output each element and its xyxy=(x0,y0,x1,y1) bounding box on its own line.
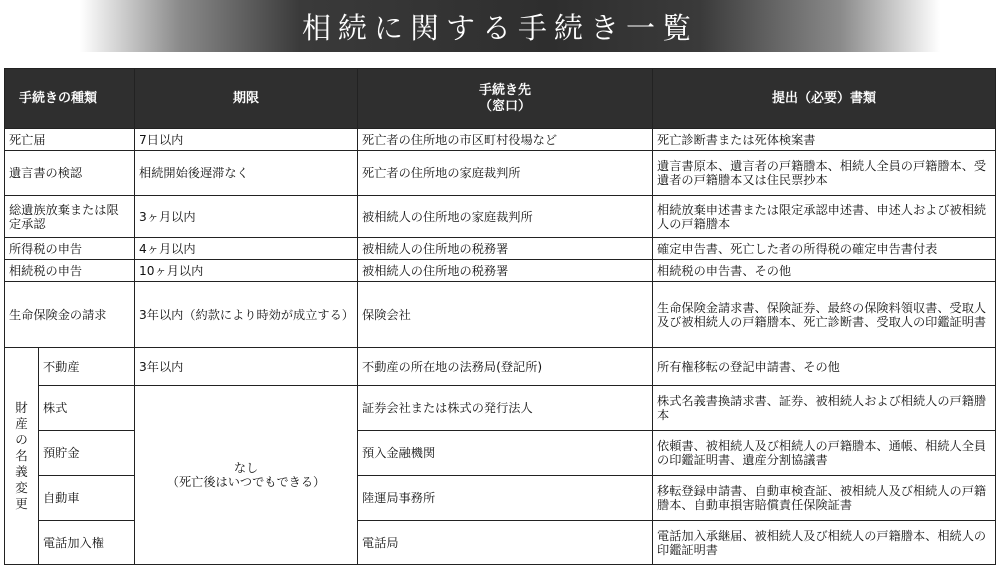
cell-office: 陸運局事務所 xyxy=(358,476,653,521)
cell-deadline: 4ヶ月以内 xyxy=(135,238,358,260)
cell-type: 総遺族放棄または限定承認 xyxy=(5,196,135,238)
cell-office: 死亡者の住所地の市区町村役場など xyxy=(358,129,653,151)
page-title: 相続に関する手続き一覧 xyxy=(301,10,698,45)
cell-deadline: 3年以内（約款により時効が成立する） xyxy=(135,282,358,348)
cell-documents: 相続税の申告書、その他 xyxy=(653,260,996,282)
header-office-line2: （窓口） xyxy=(479,98,532,114)
cell-office: 保険会社 xyxy=(358,282,653,348)
cell-type: 死亡届 xyxy=(5,129,135,151)
header-deadline: 期限 xyxy=(135,69,358,129)
header-row xyxy=(5,69,996,129)
procedures-table xyxy=(4,68,996,565)
cell-type: 電話加入権 xyxy=(39,521,135,565)
cell-documents: 電話加入承継届、被相続人及び相続人の戸籍謄本、相続人の印鑑証明書 xyxy=(653,521,996,565)
header-documents: 提出（必要）書類 xyxy=(653,69,996,129)
cell-office: 電話局 xyxy=(358,521,653,565)
table-row xyxy=(5,129,996,151)
table-row xyxy=(5,260,996,282)
cell-type: 生命保険金の請求 xyxy=(5,282,135,348)
cell-office: 被相続人の住所地の税務署 xyxy=(358,238,653,260)
cell-office: 被相続人の住所地の家庭裁判所 xyxy=(358,196,653,238)
cell-deadline: 3ヶ月以内 xyxy=(135,196,358,238)
cell-documents: 確定申告書、死亡した者の所得税の確定申告書付表 xyxy=(653,238,996,260)
table-row xyxy=(5,196,996,238)
table-row xyxy=(5,238,996,260)
table-row xyxy=(5,348,996,386)
table-row xyxy=(5,386,996,431)
cell-type: 遺言書の検認 xyxy=(5,151,135,196)
header-office xyxy=(358,69,653,129)
table-row xyxy=(5,151,996,196)
cell-type: 株式 xyxy=(39,386,135,431)
cell-deadline: 7日以内 xyxy=(135,129,358,151)
cell-deadline: 相続開始後遅滞なく xyxy=(135,151,358,196)
cell-documents: 依頼書、被相続人及び相続人の戸籍謄本、通帳、相続人全員の印鑑証明書、遺産分割協議書 xyxy=(653,431,996,476)
cell-documents: 移転登録申請書、自動車検査証、被相続人及び相続人の戸籍謄本、自動車損害賠償責任保険証書 xyxy=(653,476,996,521)
cell-documents: 株式名義書換請求書、証券、被相続人および相続人の戸籍謄本 xyxy=(653,386,996,431)
header-office-line1: 手続き先 xyxy=(479,82,532,98)
title-banner xyxy=(0,0,1000,52)
cell-office: 不動産の所在地の法務局(登記所) xyxy=(358,348,653,386)
shared-deadline-line2: （死亡後はいつでもできる） xyxy=(166,475,326,489)
cell-office: 被相続人の住所地の税務署 xyxy=(358,260,653,282)
cell-documents: 所有権移転の登記申請書、その他 xyxy=(653,348,996,386)
cell-deadline: 3年以内 xyxy=(135,348,358,386)
cell-shared-deadline xyxy=(135,386,358,565)
cell-deadline: 10ヶ月以内 xyxy=(135,260,358,282)
cell-type: 自動車 xyxy=(39,476,135,521)
property-group-label xyxy=(5,348,39,565)
header-type: 手続きの種類 xyxy=(5,69,135,129)
cell-documents: 生命保険金請求書、保険証券、最終の保険料領収書、受取人及び被相続人の戸籍謄本、死亡診断書、受取人の印鑑証明書 xyxy=(653,282,996,348)
cell-documents: 死亡診断書または死体検案書 xyxy=(653,129,996,151)
cell-office: 死亡者の住所地の家庭裁判所 xyxy=(358,151,653,196)
cell-type: 不動産 xyxy=(39,348,135,386)
cell-office: 預入金融機関 xyxy=(358,431,653,476)
property-group-text: 財産の名義変更 xyxy=(15,400,28,511)
cell-type: 所得税の申告 xyxy=(5,238,135,260)
cell-documents: 相続放棄申述書または限定承認申述書、申述人および被相続人の戸籍謄本 xyxy=(653,196,996,238)
shared-deadline-line1: なし xyxy=(233,461,259,475)
cell-documents: 遺言書原本、遺言者の戸籍謄本、相続人全員の戸籍謄本、受遺者の戸籍謄本又は住民票抄本 xyxy=(653,151,996,196)
table-row xyxy=(5,282,996,348)
cell-office: 証券会社または株式の発行法人 xyxy=(358,386,653,431)
cell-type: 相続税の申告 xyxy=(5,260,135,282)
cell-type: 預貯金 xyxy=(39,431,135,476)
